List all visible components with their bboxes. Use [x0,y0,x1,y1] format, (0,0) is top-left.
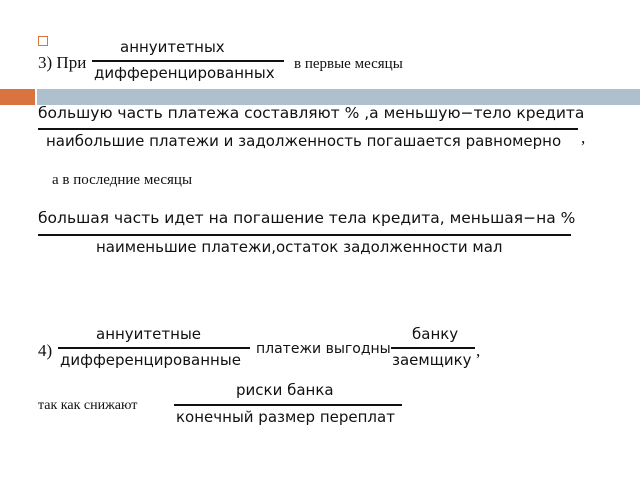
item4-because: так как снижают [38,398,138,413]
item3-fraction-bar [92,60,284,62]
item3-frac-bottom: дифференцированных [94,64,275,82]
item4-middle: платежи выгодны [256,341,391,357]
item4-fraction3-bar [174,404,402,406]
item3-prefix: 3) При [38,53,87,72]
item3-comma: , [581,128,586,147]
item3-frac3-top: большая часть идет на погашение тела кредита, меньшая−на % [38,209,576,227]
item3-later-text: а в последние месяцы [52,172,193,188]
header-band [37,89,640,105]
item3-frac2-bottom: наибольшие платежи и задолженность погашается равномерно [46,132,562,150]
item4-frac-top: аннуитетные [96,325,202,343]
header-band-accent [0,89,35,105]
item4-frac3-bottom: конечный размер переплат [176,408,395,426]
item4-frac3-top: риски банка [236,381,334,399]
item3-frac2-top: большую часть платежа составляют % ,а меньшую−тело кредита [38,104,585,122]
item4-fraction2-bar [391,347,475,349]
item3-fraction2-bar [38,128,578,130]
item4-prefix: 4) [38,341,53,360]
item3-frac3-bottom: наименьшие платежи,остаток задолженности мал [96,238,503,256]
item3-suffix: в первые месяцы [294,56,403,72]
item4-comma: , [476,341,481,360]
item3-frac-top: аннуитетных [120,38,225,56]
item3-fraction3-bar [38,234,571,236]
item4-frac2-bottom: заемщику [392,351,472,369]
item4-frac2-top: банку [412,325,459,343]
item4-fraction-bar [58,347,250,349]
bullet-square-icon [38,36,48,46]
item4-frac-bottom: дифференцированные [60,351,241,369]
